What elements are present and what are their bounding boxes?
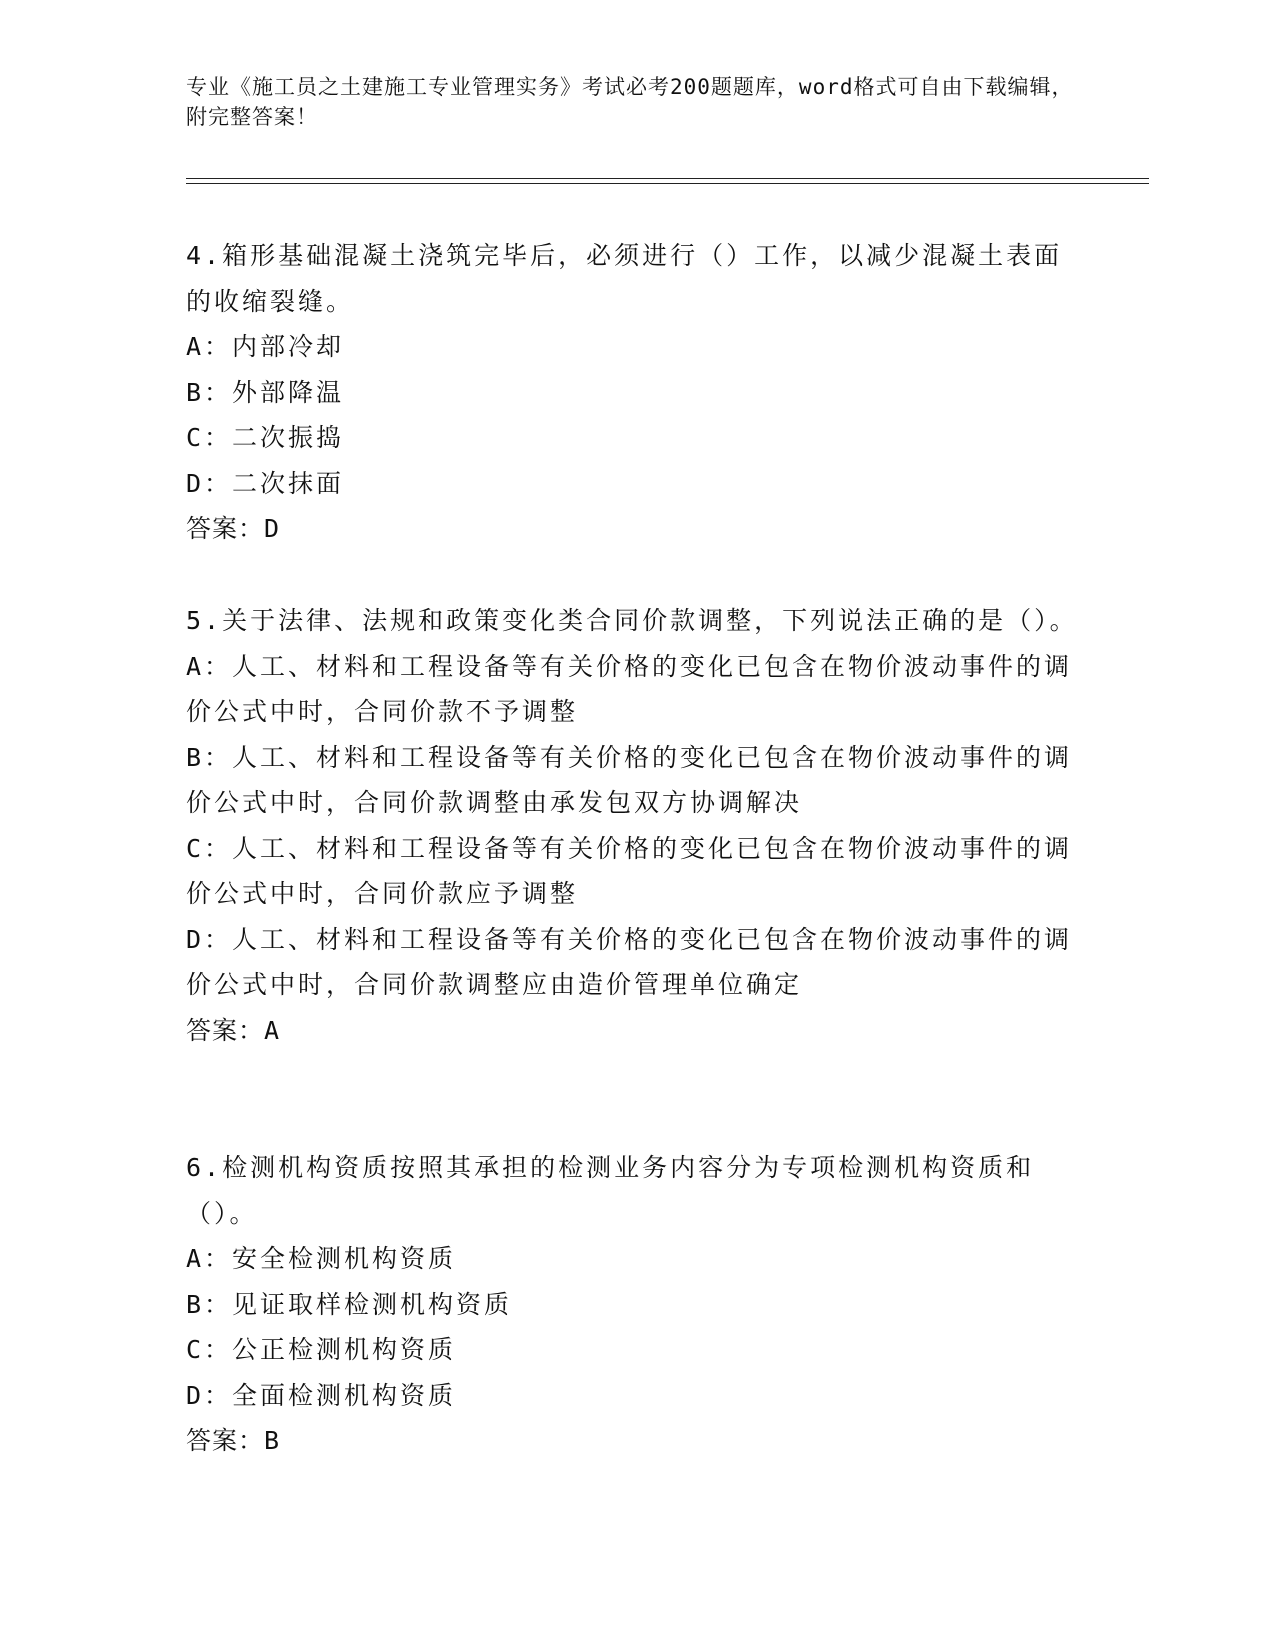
question-stem: 4.箱形基础混凝土浇筑完毕后，必须进行（）工作，以减少混凝土表面的收缩裂缝。 <box>186 241 1063 316</box>
option-a: A：安全检测机构资质 <box>186 1244 457 1273</box>
option-d: D：人工、材料和工程设备等有关价格的变化已包含在物价波动事件的调价公式中时，合同价款调整应由造价管理单位确定 <box>186 924 1073 999</box>
header-divider-bottom <box>186 183 1149 184</box>
option-a: A：内部冷却 <box>186 332 345 361</box>
header-divider-top <box>186 178 1149 179</box>
option-a: A：人工、材料和工程设备等有关价格的变化已包含在物价波动事件的调价公式中时，合同价款不予调整 <box>186 651 1073 726</box>
question-5 <box>186 598 1086 1053</box>
question-stem: 5.关于法律、法规和政策变化类合同价款调整，下列说法正确的是（）。 <box>186 606 1078 635</box>
answer: 答案：D <box>186 514 281 543</box>
answer: 答案：A <box>186 1015 281 1045</box>
question-6 <box>186 1145 1086 1464</box>
option-b: B：见证取样检测机构资质 <box>186 1289 513 1319</box>
answer: 答案：B <box>186 1426 281 1455</box>
option-b: B：外部降温 <box>186 377 345 407</box>
option-c: C：公正检测机构资质 <box>186 1335 457 1364</box>
question-4 <box>186 233 1086 552</box>
option-d: D：二次抹面 <box>186 468 345 498</box>
option-d: D：全面检测机构资质 <box>186 1380 457 1410</box>
document-header: 专业《施工员之土建施工专业管理实务》考试必考200题题库，word格式可自由下载编辑，附完整答案！ <box>186 75 1074 129</box>
question-stem: 6.检测机构资质按照其承担的检测业务内容分为专项检测机构资质和（）。 <box>186 1153 1035 1228</box>
option-c: C：二次振捣 <box>186 423 345 452</box>
option-b: B：人工、材料和工程设备等有关价格的变化已包含在物价波动事件的调价公式中时，合同价款调整由承发包双方协调解决 <box>186 742 1073 817</box>
option-c: C：人工、材料和工程设备等有关价格的变化已包含在物价波动事件的调价公式中时，合同价款应予调整 <box>186 833 1073 908</box>
